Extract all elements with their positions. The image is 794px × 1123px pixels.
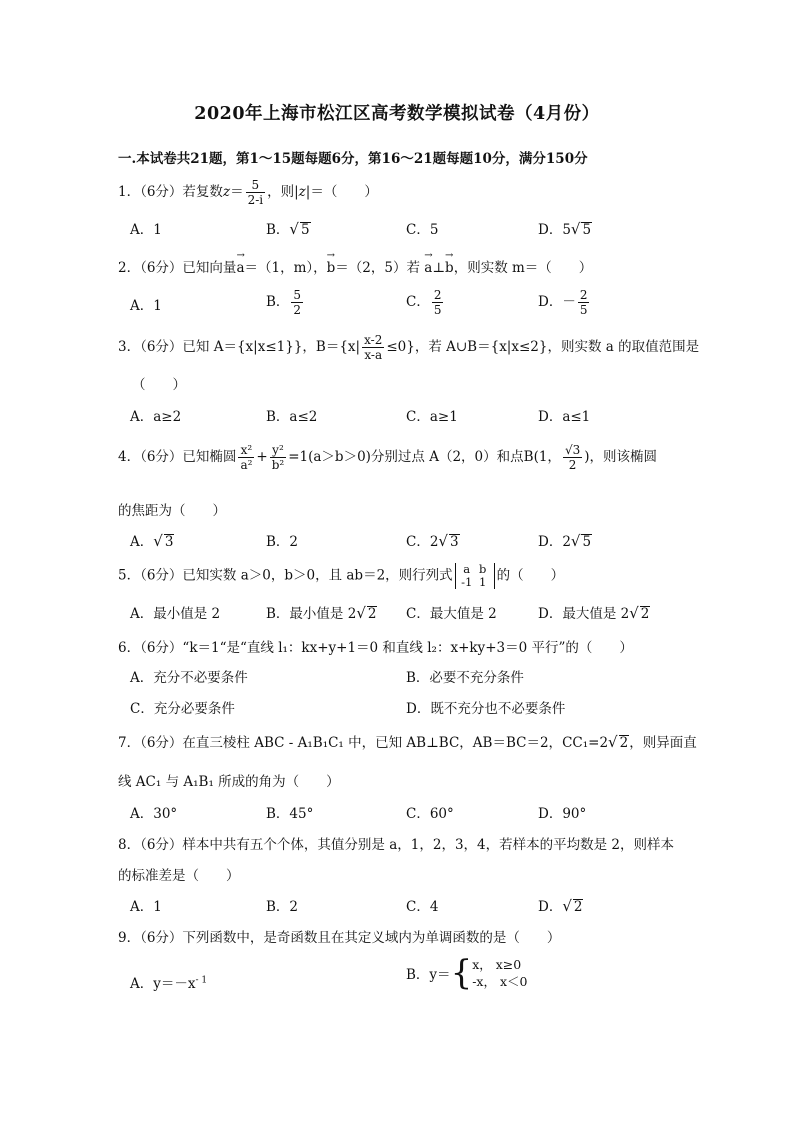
q9-option-b-label: B．y＝ [406, 967, 451, 983]
q2-option-b-num: 5 [293, 288, 302, 302]
q1-text-c: |＝（ ） [305, 184, 378, 200]
q9-brace-icon: { [450, 953, 473, 993]
q7-text-b: ，则异面直 [629, 735, 697, 751]
q5-option-b-label: B．最小值是 2 [266, 606, 357, 622]
q8-option-a: A．1 [130, 899, 162, 915]
q7-option-d: D．90° [538, 806, 587, 822]
q7-cc1: CC₁ [562, 735, 589, 751]
q2-perp: ⊥ [432, 260, 446, 276]
q2-option-c-den: 5 [433, 303, 442, 317]
q7-text-a: 7．（6分）在直三棱柱 ABC - A₁B₁C₁ 中，已知 AB⊥BC，AB＝BC＝2， [118, 735, 563, 751]
q8-option-c: C．4 [406, 899, 439, 915]
q2-option-b [266, 288, 305, 317]
q3-den: x-a [364, 348, 383, 362]
q3-text-b: ≤0}，若 A∪B＝{x|x≤2}，则实数 a 的取值范围是 [386, 339, 700, 355]
q2-option-c-label: C． [406, 294, 430, 310]
q4-frac-x [238, 443, 254, 472]
q2-option-c [406, 288, 445, 317]
q1-var: z [222, 184, 231, 200]
q4-option-c: C．2√ 3 [406, 532, 459, 550]
q7-radicand: 2 [619, 735, 629, 751]
q4-option-a: A．√ 3 [130, 532, 174, 550]
q5-m22: 1 [479, 575, 487, 589]
q2-option-d-num: 2 [579, 288, 588, 302]
q2-text-end: ，则实数 m＝（ ） [453, 260, 593, 276]
q9-case-2: -x， x＜0 [472, 974, 528, 989]
q4-frac-x-num: x² [238, 443, 254, 458]
q8-option-b: B．2 [266, 899, 299, 915]
q4-option-d: D．2√ 5 [538, 532, 592, 550]
section-header: 一.本试卷共21题，第1～15题每题6分，第16～21题每题10分，满分150分 [118, 151, 588, 167]
page-title: 2020年上海市松江区高考数学模拟试卷（4月份） [194, 104, 600, 124]
q4-frac-y-den: b² [271, 458, 285, 472]
q4-text-a: 4．（6分）已知椭圆 [118, 449, 237, 465]
q3-fraction [362, 333, 384, 362]
q1-option-c: C．5 [406, 222, 439, 238]
q1-option-a: A．1 [130, 222, 162, 238]
q2-vector-b2: → b [445, 250, 454, 276]
q2-vector-b2-letter: b [445, 260, 454, 276]
q2-vector-b: → b [326, 250, 336, 276]
q2-option-d [538, 288, 591, 317]
q3-option-d: D．a≤1 [538, 409, 591, 425]
question-3-stem [118, 333, 699, 362]
q2-option-c-frac [432, 288, 444, 317]
q3-option-c: C．a≥1 [406, 409, 458, 425]
q4-text-c: )，则该椭圆 [584, 449, 657, 465]
q4-frac-point-num: √3 [564, 443, 581, 457]
q6-option-b: B．必要不充分条件 [406, 670, 524, 686]
q4-text-b: =1(a＞b＞0)分别过点 A（2，0）和点B(1， [288, 449, 561, 465]
question-9-stem: 9．（6分）下列函数中，是奇函数且在其定义域内为单调函数的是（ ） [118, 930, 561, 946]
question-6-stem: 6．（6分）“k＝1“是“直线 l₁：kx+y+1＝0 和直线 l₂：x+ky+3＝0 平行”的（ ） [118, 640, 633, 656]
q4-option-b: B．2 [266, 534, 299, 550]
q7-option-c: C．60° [406, 806, 454, 822]
q6-option-c: C．充分必要条件 [130, 701, 235, 717]
q4-frac-point-den: 2 [568, 458, 577, 472]
q4-plus: + [256, 449, 268, 465]
q5-option-c: C．最大值是 2 [406, 606, 497, 622]
q9-cases [472, 956, 527, 990]
q1-option-d-label: D．5 [538, 222, 571, 238]
q1-text-b: ，则| [267, 184, 299, 200]
q8-continuation: 的标准差是（ ） [118, 868, 240, 884]
q4-option-d-label: D．2 [538, 534, 571, 550]
q3-num: x-2 [364, 333, 383, 347]
q9-option-a-label: A．y＝－x [130, 976, 196, 992]
q4-option-d-radicand: 5 [582, 534, 592, 550]
q9-option-a-exponent: - 1 [195, 975, 208, 986]
q5-text-a: 5．（6分）已知实数 a＞0，b＞0，且 ab＝2，则行列式 [118, 567, 453, 584]
q5-option-d-radicand: 2 [640, 606, 650, 622]
q2-vector-a2-letter: a [424, 260, 433, 276]
q2-option-a: A．1 [130, 298, 162, 314]
q1-option-b-radicand: 5 [300, 222, 310, 238]
q4-option-c-radicand: 3 [449, 534, 459, 550]
q2-option-c-num: 2 [433, 288, 442, 302]
q1-num: 5 [246, 178, 266, 193]
q2-vector-a-letter: a [236, 260, 245, 276]
q7-continuation: 线 AC₁ 与 A₁B₁ 所成的角为（ ） [118, 774, 340, 790]
q1-option-b: B．√ 5 [266, 220, 310, 238]
question-5-stem [118, 563, 564, 589]
question-7-stem: 7．（6分）在直三棱柱 ABC - A₁B₁C₁ 中，已知 AB⊥BC，AB＝BC＝2，CC₁=2√ 2，则异面直 [118, 733, 697, 751]
q3-answer-paren: （ ） [132, 377, 186, 393]
q5-option-b: B．最小值是 2√ 2 [266, 604, 377, 622]
q4-frac-x-den: a² [240, 458, 253, 472]
question-4-stem [118, 443, 657, 472]
q5-option-d-label: D．最大值是 2 [538, 606, 630, 622]
q5-m21: -1 [461, 575, 473, 589]
q2-vector-a: → a [236, 250, 245, 276]
q2-text-mid: ＝（1，m）， [244, 260, 327, 276]
q7-option-a: A．30° [130, 806, 178, 822]
q2-option-d-label: D．－ [538, 294, 576, 310]
q9-case-1: x， x≥0 [472, 957, 522, 972]
q3-text-a: 3．（6分）已知 A＝{x|x≤1}}，B＝{x| [118, 339, 361, 355]
q6-option-d: D．既不充分也不必要条件 [406, 701, 566, 717]
q5-option-a: A．最小值是 2 [130, 606, 221, 622]
q2-vector-a2: → a [424, 250, 433, 276]
q8-option-d: D．√ 2 [538, 897, 583, 915]
q4-frac-point [563, 443, 582, 472]
q2-text: 2．（6分）已知向量 [118, 260, 237, 276]
q4-frac-y [270, 443, 287, 472]
q4-option-a-label: A． [130, 534, 154, 550]
q1-option-b-label: B． [266, 222, 290, 238]
q2-option-d-den: 5 [579, 303, 588, 317]
question-2-stem [118, 250, 593, 276]
q9-option-a [130, 972, 207, 992]
q3-option-b: B．a≤2 [266, 409, 318, 425]
q8-option-d-label: D． [538, 899, 563, 915]
q1-option-d: D．5√ 5 [538, 220, 592, 238]
q2-option-b-frac [291, 288, 303, 317]
q2-text-mid2: ＝（2，5）若 [335, 260, 420, 276]
q2-vector-b-letter: b [326, 260, 336, 276]
q2-option-b-den: 2 [293, 303, 302, 317]
q1-text: 1．（6分）若复数 [118, 184, 223, 200]
q9-option-b [406, 953, 528, 993]
q4-frac-y-num: y² [270, 443, 287, 458]
q1-den: 2-i [247, 193, 264, 207]
q4-option-a-radicand: 3 [164, 534, 174, 550]
q1-eq: ＝ [230, 184, 244, 200]
question-8-stem: 8．（6分）样本中共有五个个体，其值分别是 a，1，2，3，4，若样本的平均数是 2，则样本 [118, 837, 675, 853]
q1-fraction [246, 178, 266, 207]
q5-option-b-radicand: 2 [367, 606, 377, 622]
q7-option-b: B．45° [266, 806, 314, 822]
q5-text-b: 的（ ） [496, 567, 565, 584]
q4-option-c-label: C．2 [406, 534, 439, 550]
q3-option-a: A．a≥2 [130, 409, 182, 425]
question-1-stem [118, 178, 378, 207]
q8-option-d-radicand: 2 [573, 899, 583, 915]
q1-option-d-radicand: 5 [582, 222, 592, 238]
q5-determinant [455, 563, 495, 589]
q2-option-b-label: B． [266, 294, 290, 310]
q6-option-a: A．充分不必要条件 [130, 670, 248, 686]
q5-m12: b [478, 562, 487, 576]
q4-continuation: 的焦距为（ ） [118, 503, 226, 519]
q5-m11: a [463, 562, 471, 576]
q5-option-d: D．最大值是 2√ 2 [538, 604, 650, 622]
q2-option-d-frac [578, 288, 590, 317]
q7-eq: =2 [588, 735, 609, 751]
q1-var2: z [298, 184, 306, 200]
